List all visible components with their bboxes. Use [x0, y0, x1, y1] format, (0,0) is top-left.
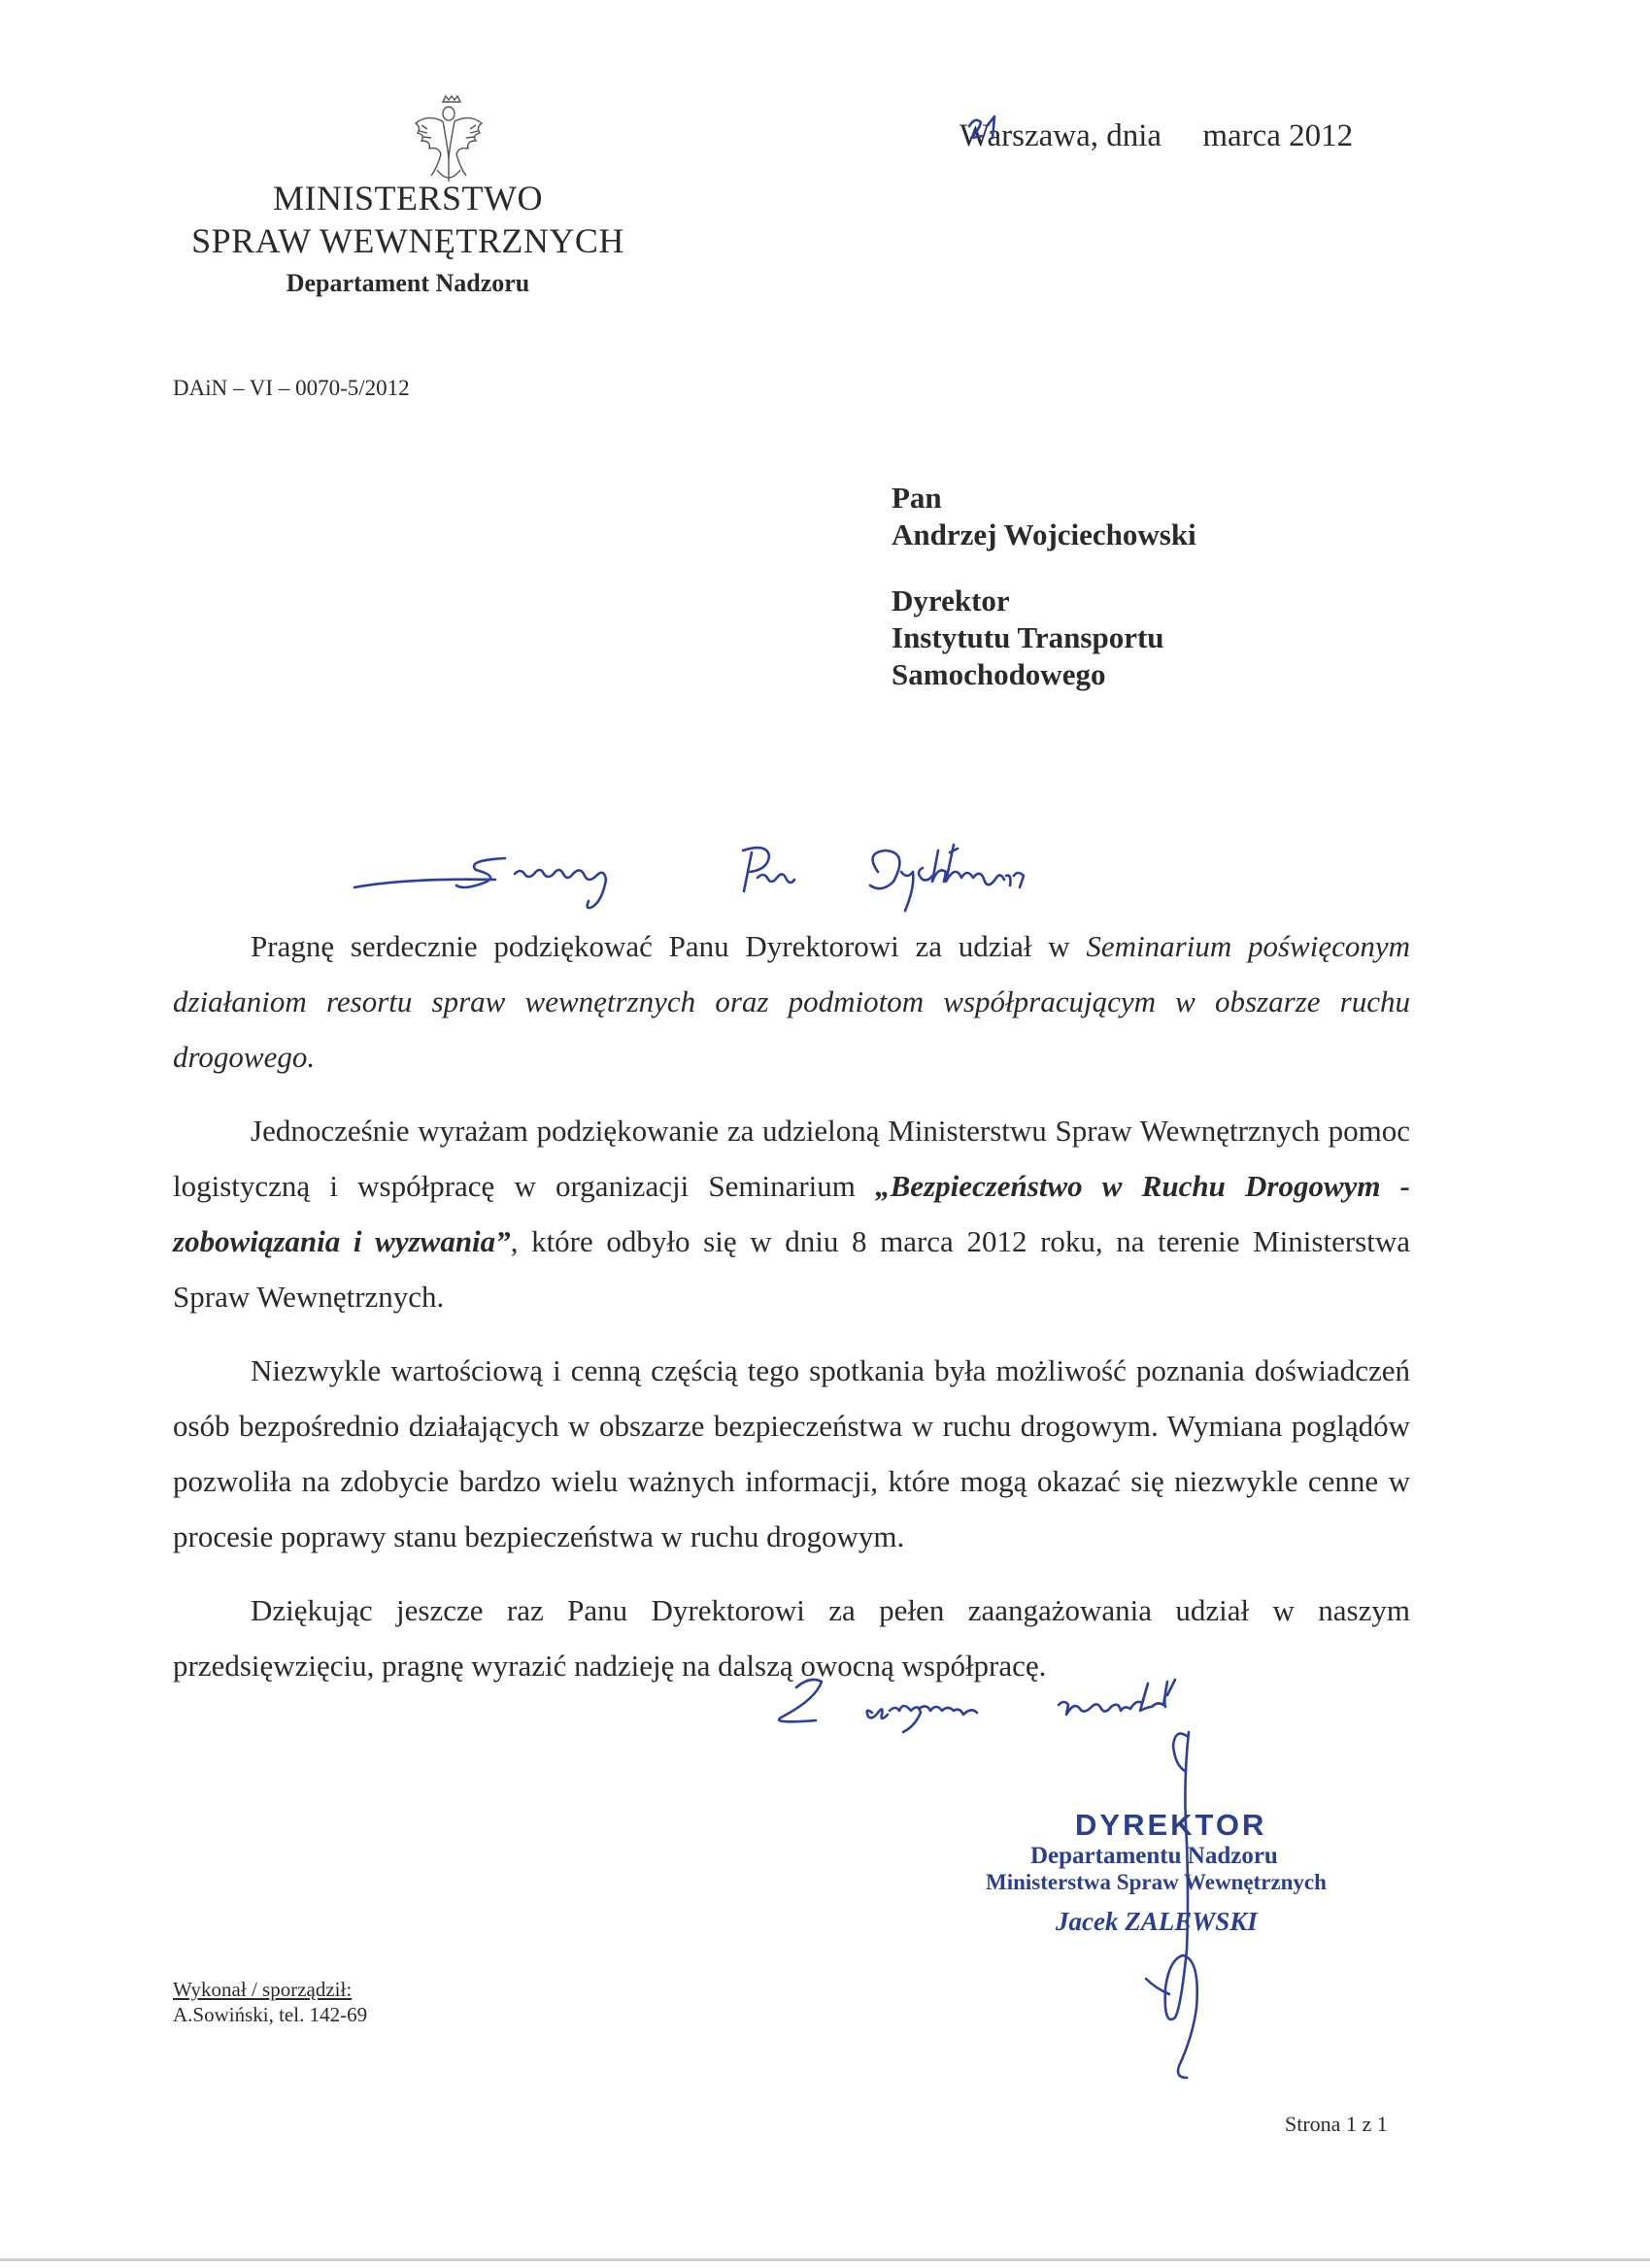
- prepared-by-label: Wykonał / sporządził:: [173, 1978, 353, 2001]
- addressee-institution-line2: Samochodowego: [892, 657, 1106, 691]
- letter-date: [960, 118, 1353, 154]
- addressee-block: [892, 480, 1196, 693]
- handwritten-salutation: [350, 843, 1156, 930]
- ministry-header: [146, 177, 670, 303]
- stamp-ministry: Ministerstwa Spraw Wewnętrznych: [986, 1870, 1327, 1894]
- addressee-position: Dyrektor: [892, 584, 1010, 617]
- reference-number: DAiN – VI – 0070-5/2012: [173, 376, 410, 400]
- letter-body: [173, 918, 1410, 1712]
- official-stamp: [986, 1808, 1394, 1937]
- addressee-institution-line1: Instytutu Transportu: [892, 620, 1164, 654]
- seminar-italic-text: Seminarium poświęconym działaniom resortu spraw wewnętrznych oraz podmiotom współpracującym w obszarze ruchu drogowego.: [173, 929, 1410, 1074]
- stamp-title: DYREKTOR: [1075, 1808, 1267, 1842]
- body-paragraph-1: Pragnę serdecznie podziękować Panu Dyrektorowi za udział w Seminarium poświęconym działaniom resortu spraw wewnętrznych oraz podmiotom współpracującym w obszarze ruchu drogowego.: [173, 929, 1410, 1074]
- date-suffix: marca 2012: [1195, 118, 1354, 153]
- date-prefix: Warszawa, dnia: [960, 118, 1162, 153]
- ministry-name-line1: MINISTERSTWO: [273, 179, 543, 217]
- stamp-department: Departamentu Nadzoru: [1030, 1843, 1278, 1869]
- seminar-title: „Bezpieczeństwo w Ruchu Drogowym - zobowiązania i wyzwania”: [173, 1169, 1410, 1258]
- page-number: Strona 1 z 1: [1285, 2112, 1388, 2136]
- addressee-name: Andrzej Wojciechowski: [892, 517, 1196, 551]
- stamp-signatory: Jacek ZALEWSKI: [1056, 1907, 1258, 1936]
- prepared-by-block: [173, 1977, 367, 2027]
- prepared-by-name: A.Sowiński, tel. 142-69: [173, 2003, 368, 2026]
- body-paragraph-2: Jednocześnie wyrażam podziękowanie za udzieloną Ministerstwu Spraw Wewnętrznych pomoc logistyczną i współpracę w organizacji Seminarium „Bezpieczeństwo w Ruchu Drogowym - zobowiązania i wyzwania”, które odbyło się w dniu 8 marca 2012 roku, na terenie Ministerstwa Spraw Wewnętrznych.: [173, 1114, 1410, 1314]
- body-paragraph-4: Dziękując jeszcze raz Panu Dyrektorowi za pełen zaangażowania udział w naszym przedsięwzięciu, pragnę wyrazić nadzieję na dalszą owocną współpracę.: [173, 1593, 1410, 1683]
- eagle-emblem-icon: [408, 92, 490, 189]
- scan-edge-divider: [0, 2258, 1650, 2261]
- addressee-title: Pan: [892, 481, 942, 515]
- body-paragraph-3: Niezwykle wartościową i cenną częścią tego spotkania była możliwość poznania doświadczeń osób bezpośrednio działających w obszarze bezpieczeństwa w ruchu drogowym. Wymiana poglądów pozwoliła na zdobycie bardzo wielu ważnych informacji, które mogą okazać się niezwykle cenne w procesie poprawy stanu bezpieczeństwa w ruchu drogowym.: [173, 1353, 1410, 1553]
- ministry-name-line2: SPRAW WEWNĘTRZNYCH: [191, 221, 624, 260]
- department-name: Departament Nadzoru: [286, 269, 530, 297]
